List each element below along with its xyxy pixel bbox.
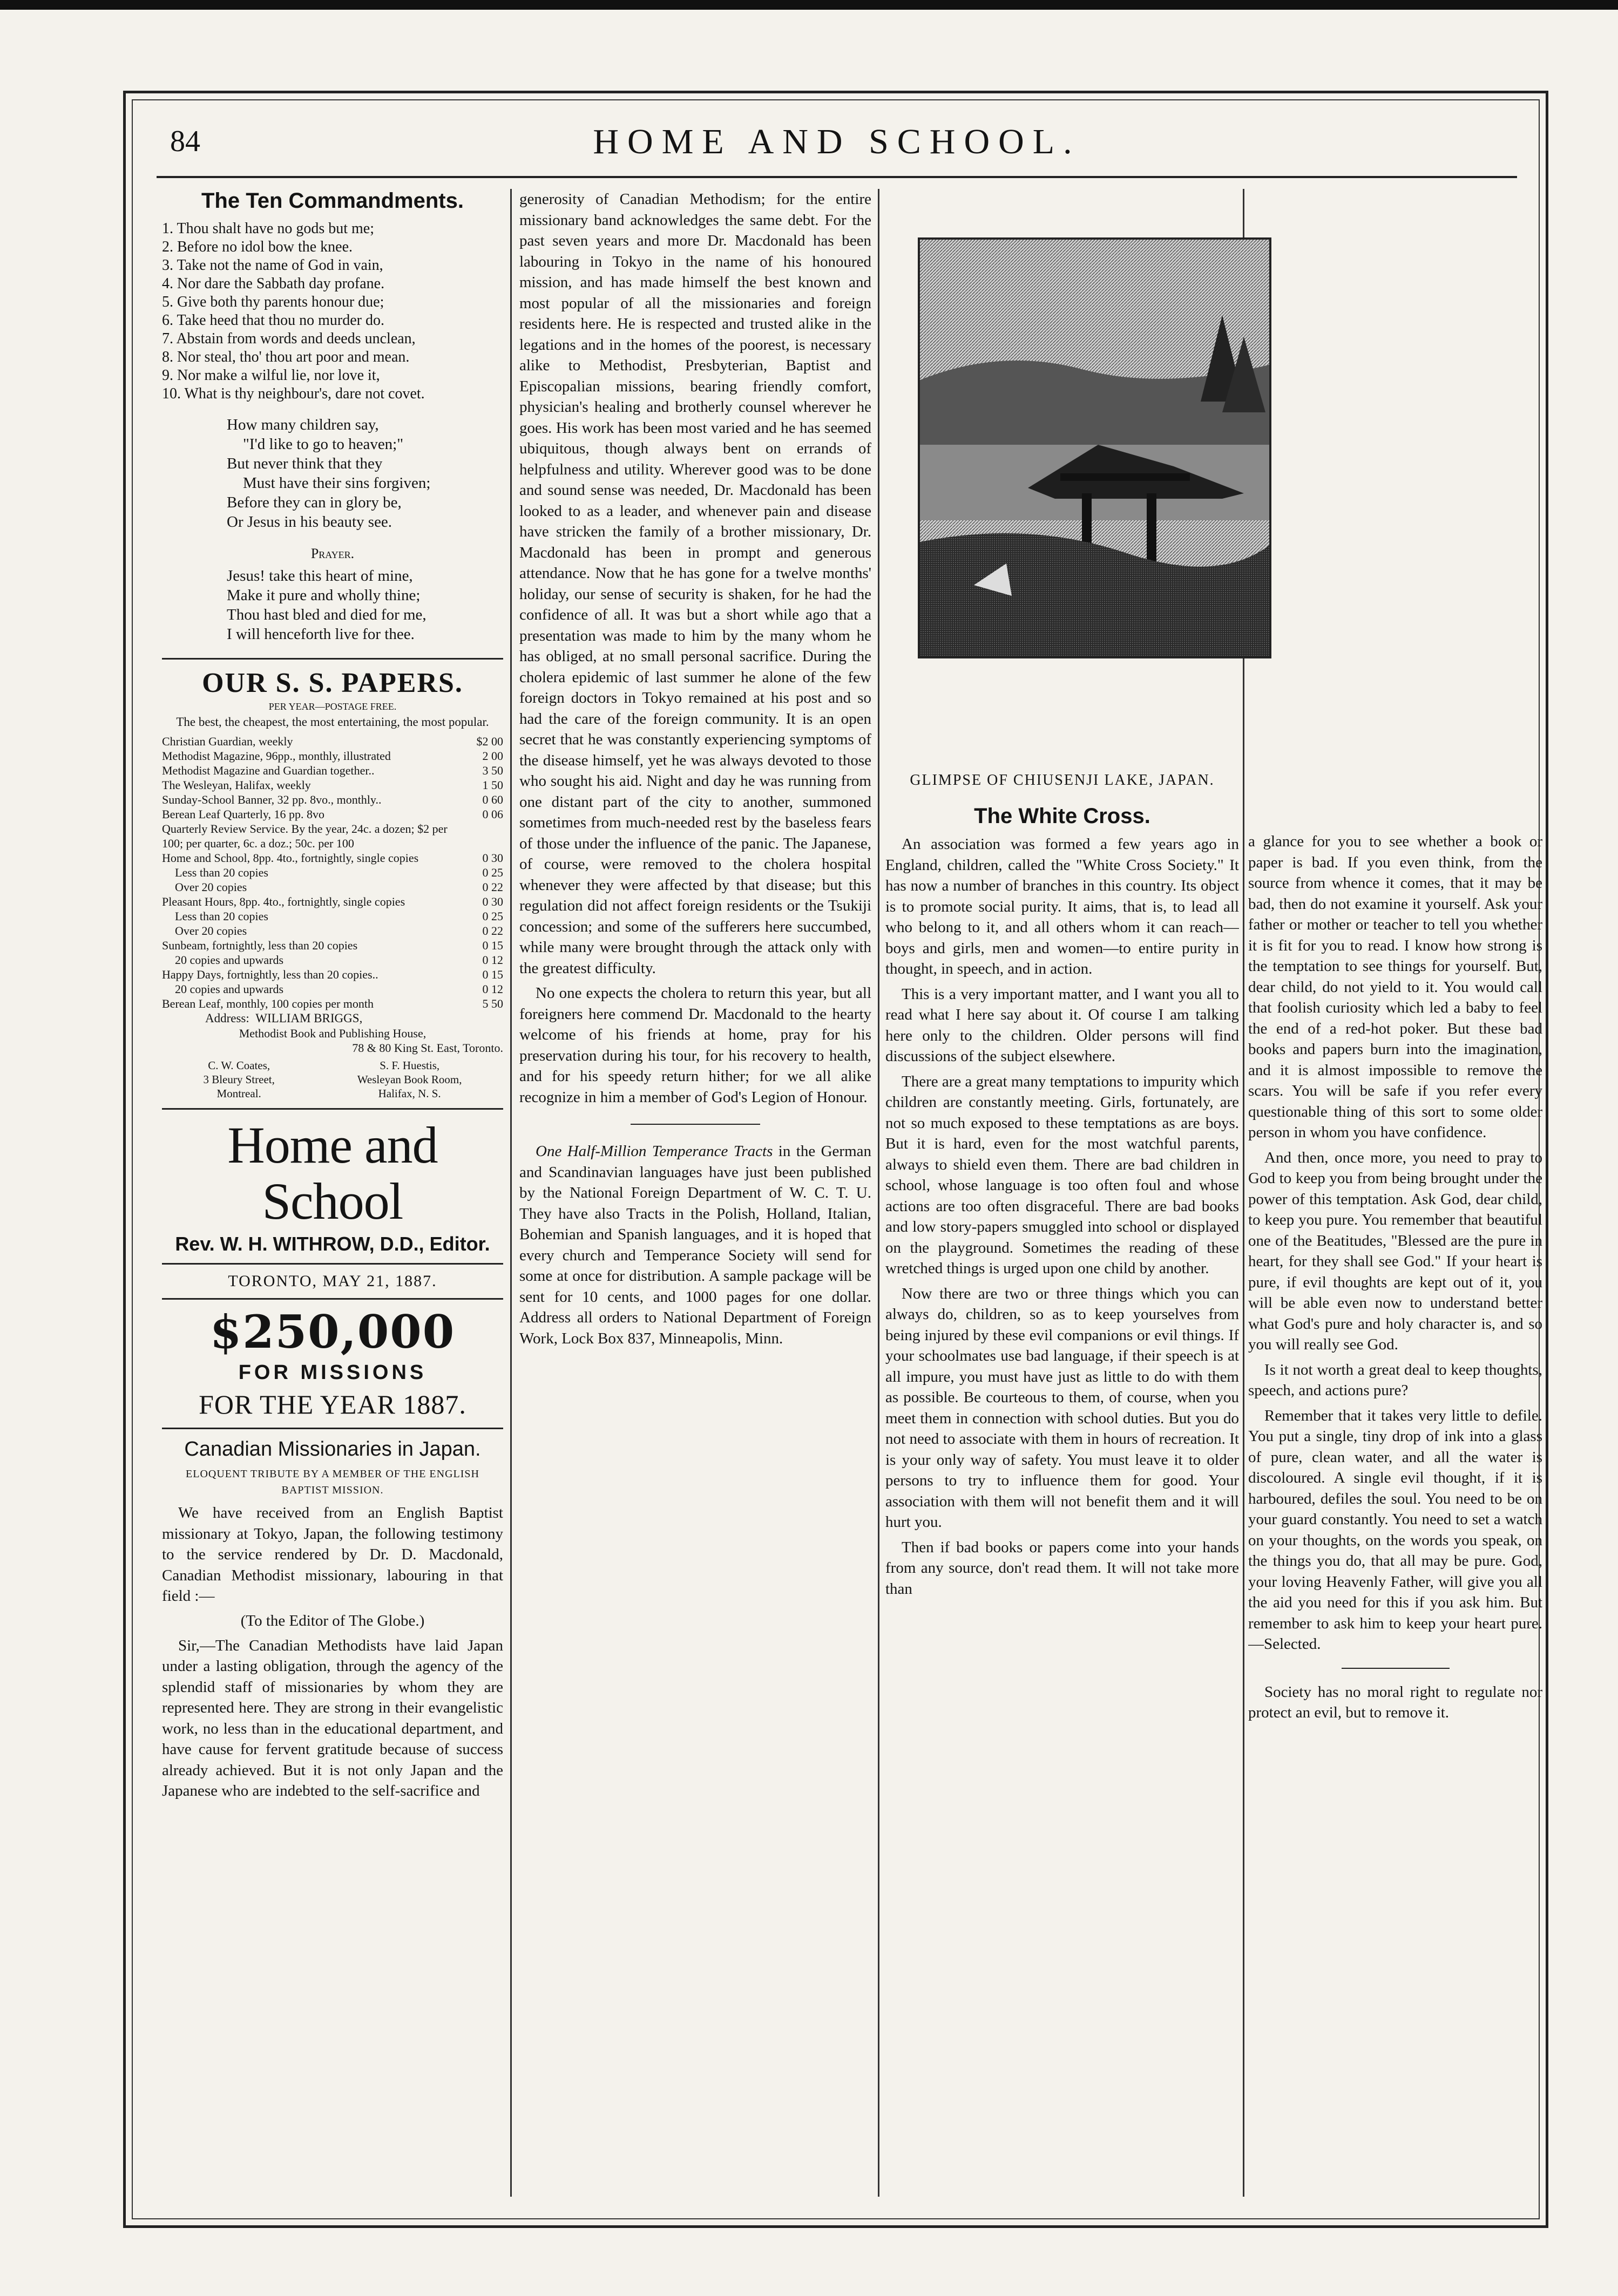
price-row: Pleasant Hours, 8pp. 4to., fortnightly, single copies 0 30	[162, 895, 503, 908]
page-title: HOME AND SCHOOL.	[593, 122, 1081, 161]
section-rule	[631, 1124, 760, 1125]
price-row: Home and School, 8pp. 4to., fortnightly, single copies 0 30	[162, 851, 503, 865]
price-row: Berean Leaf Quarterly, 16 pp. 8vo 0 06	[162, 807, 503, 821]
commandment-item: 2. Before no idol bow the knee.	[162, 239, 353, 255]
masthead-title: Home and School	[227, 1116, 438, 1230]
poem-line: Before they can in glory be,	[227, 494, 402, 511]
illustration-spacer	[885, 189, 1239, 772]
article-paragraph: We have received from an English Baptist missionary at Tokyo, Japan, the following testimony to the service rendered by Dr. D. Macdonald, Canadian Methodist missionary, labouring in that field :—	[162, 1504, 503, 1605]
papers-intro: The best, the cheapest, the most entertaining, the most popular.	[176, 715, 489, 729]
prayer-title: Prayer.	[310, 546, 355, 561]
agent-montreal: C. W. Coates, 3 Bleury Street, Montreal.	[203, 1059, 275, 1100]
commandment-item: 10. What is thy neighbour's, dare not covet.	[162, 385, 425, 402]
commandment-item: 8. Nor steal, tho' thou art poor and mean.	[162, 349, 410, 365]
commandment-item: 4. Nor dare the Sabbath day profane.	[162, 275, 385, 292]
masthead-editor: Rev. W. H. WITHROW, D.D., Editor.	[175, 1233, 490, 1255]
column-2	[519, 189, 871, 2197]
article-paragraph: There are a great many temptations to impurity which children are constantly meeting. Girls, fortunately, are not so much exposed to these temptations as are boys. But it is hard, even for the most watchful parents, always to shield even them. There are bad children in school, whose language is too often foul and whose actions are too often disgraceful. There are bad books and low story-papers smuggled into school or displayed on the playground. Sometimes the reading of these wretched things is urged upon one child by another.	[885, 1072, 1239, 1277]
price-row: Happy Days, fortnightly, less than 20 copies.. 0 15	[162, 968, 503, 981]
prayer-line: Jesus! take this heart of mine,	[227, 567, 413, 585]
poem-line: Or Jesus in his beauty see.	[227, 513, 392, 531]
price-row: Over 20 copies 0 22	[175, 924, 503, 938]
price-row: Less than 20 copies 0 25	[175, 909, 503, 923]
article-paragraph: a glance for you to see whether a book or paper is bad. If you even think, from the source from whence it comes, that it may be bad, then do not examine it yourself. Ask your father or mother or teacher to tell you whether it is fit for you to read. I know how strong is the temptation to see things for yourself. But, dear child, do not yield to it. You would call that foolish curiosity which led a baby to feel the end of a red-hot poker. But these bad books and papers burn into the imagination, and it is almost impossible to remove the scars. You will be safe if you refer every questionable thing of this sort to some older person in whom you have confidence.	[1248, 833, 1542, 1141]
top-black-bar	[0, 0, 1618, 10]
publisher-line: Methodist Book and Publishing House,	[239, 1027, 426, 1040]
poem-line: But never think that they	[227, 455, 383, 472]
illustration-caption: GLIMPSE OF CHIUSENJI LAKE, JAPAN.	[910, 772, 1215, 789]
prayer-line: I will henceforth live for thee.	[227, 626, 415, 643]
commandment-item: 6. Take heed that thou no murder do.	[162, 312, 384, 329]
section-rule	[162, 1263, 503, 1265]
publisher-line: 78 & 80 King St. East, Toronto.	[352, 1041, 503, 1055]
masthead-date: TORONTO, MAY 21, 1887.	[228, 1272, 437, 1290]
prayer-line: Make it pure and wholly thine;	[227, 587, 421, 604]
price-row: Christian Guardian, weekly $2 00	[162, 735, 503, 748]
tracts-body: in the German and Scandinavian languages have just been published by the National Foreign Department of W. C. T. U. They have also Tracts in the Polish, Holland, Italian, Bohemian and Spanish languages, and it is hoped that every church and Temperance Society will send for some at once for distribution. A sample package will be sent for 10 cents, and 1000 pages for one dollar. Address all orders to National Department of Foreign Work, Lock Box 837, Minneapolis, Minn.	[519, 1143, 871, 1347]
papers-subtitle: PER YEAR—POSTAGE FREE.	[268, 701, 397, 712]
article-paragraph: Then if bad books or papers come into your hands from any source, don't read them. It will not take more than	[885, 1538, 1239, 1598]
price-row: Less than 20 copies 0 25	[175, 866, 503, 879]
column-divider	[878, 189, 879, 2197]
header-rule	[157, 176, 1517, 178]
missions-year: FOR THE YEAR 1887.	[199, 1389, 466, 1419]
page-number: 84	[170, 125, 200, 158]
commandment-item: 9. Nor make a wilful lie, nor love it,	[162, 367, 380, 384]
publisher-address: Address: WILLIAM BRIGGS,	[205, 1011, 363, 1025]
poem-line: Must have their sins forgiven;	[243, 474, 431, 492]
missions-for: FOR MISSIONS	[238, 1361, 427, 1384]
poem	[162, 415, 503, 532]
price-row: Berean Leaf, monthly, 100 copies per month 5 50	[162, 997, 503, 1010]
article-title: Canadian Missionaries in Japan.	[184, 1438, 481, 1461]
price-row: Quarterly Review Service. By the year, 24c. a dozen; $2 per 100; per quarter, 6c. a doz.; 50c. per 100	[162, 822, 448, 850]
price-row: 20 copies and upwards 0 12	[175, 953, 503, 967]
article-subtitle: ELOQUENT TRIBUTE BY A MEMBER OF THE ENGLISH BAPTIST MISSION.	[186, 1468, 479, 1496]
page-header	[162, 121, 1512, 173]
price-row: 20 copies and upwards 0 12	[175, 982, 503, 996]
price-row: Sunday-School Banner, 32 pp. 8vo., monthly.. 0 60	[162, 793, 503, 806]
prayer	[162, 566, 503, 644]
article-paragraph: Sir,—The Canadian Methodists have laid Japan under a lasting obligation, through the agency of the splendid staff of missionaries by whom they are represented here. They are strong in their evangelistic work, no less than in the educational department, and have cause for fervent gratitude because of success already achieved. But it is not only Japan and the Japanese who are indebted to the self-sacrifice and	[162, 1636, 503, 1799]
article-paragraph: Remember that it takes very little to defile. You put a single, tiny drop of ink into a glass of pure, clean water, and all the water is discoloured. A single evil thought, if it is harboured, defiles the soul. You need to be on your guard constantly. You need to set a watch on your thoughts, on the words you speak, on the things you do, that all may be pure. God, your loving Heavenly Father, will give you all the aid you need for this if you ask him. But remember to ask him to keep your heart pure.—Selected.	[1248, 1407, 1542, 1653]
article-paragraph: And then, once more, you need to pray to God to keep you from being brought under the power of this temptation. Ask God, dear child, to keep you pure. You remember that beautiful one of the Beatitudes, "Blessed are the pure in heart, for they shall see God." If your heart is pure, if evil thoughts are kept out of it, you will be able even now to understand better what God's pure and holy character is, and so you will really see God.	[1248, 1149, 1542, 1353]
tracts-title: One Half-Million Temperance Tracts	[536, 1143, 773, 1160]
column-divider	[510, 189, 512, 2197]
papers-title: OUR S. S. PAPERS.	[202, 668, 463, 698]
tracts-notice	[519, 1141, 871, 1349]
papers-price-list	[162, 734, 503, 1011]
price-row: Methodist Magazine, 96pp., monthly, illustrated 2 00	[162, 749, 503, 763]
section-rule	[1342, 1668, 1450, 1669]
article-paragraph: No one expects the cholera to return this year, but all foreigners here commend Dr. Macdonald to the hearty welcome of his friends at home, pray for his preservation during his tour, for his recovery to health, and for his speedy return hither; for we all alike recognize in him a member of God's Legion of Honour.	[519, 984, 871, 1106]
article-paragraph: Now there are two or three things which you can always do, children, so as to keep yourselves from being injured by these evil companions or evil things. If your schoolmates use bad language, if their speech is at all impure, you must have just as little to do with them as possible. Be courteous to them, of course, when you meet them in connection with school duties. But you do not need to associate with them in hours of recreation. It is your only way of safety. You must leave it to older persons to try to influence them for good. Your association with them will not benefit them and it will hurt you.	[885, 1285, 1239, 1531]
commandment-item: 3. Take not the name of God in vain,	[162, 257, 383, 274]
column-1	[162, 189, 503, 2197]
missions-amount: $250,000	[209, 1305, 456, 1358]
article-paragraph: Society has no moral right to regulate nor protect an evil, but to remove it.	[1248, 1683, 1542, 1721]
column-3	[885, 189, 1239, 2197]
section-rule	[162, 1298, 503, 1300]
section-rule	[162, 1108, 503, 1110]
commandments-list	[162, 220, 503, 403]
illustration-spacer	[1248, 189, 1542, 831]
price-row: Methodist Magazine and Guardian together.. 3 50	[162, 764, 503, 777]
commandments-title: The Ten Commandments.	[201, 189, 464, 213]
article-paragraph: Is it not worth a great deal to keep thoughts, speech, and actions pure?	[1248, 1361, 1542, 1399]
poem-line: "I'd like to go to heaven;"	[243, 436, 404, 453]
article-editor-note: (To the Editor of The Globe.)	[240, 1612, 425, 1629]
section-rule	[162, 1428, 503, 1429]
price-row: The Wesleyan, Halifax, weekly 1 50	[162, 778, 503, 792]
price-row: Sunbeam, fortnightly, less than 20 copies 0 15	[162, 939, 503, 952]
article-paragraph: This is a very important matter, and I want you all to read what I here say about it. Of course I am talking here only to the children. Older persons will find discussions of the subject elsewhere.	[885, 985, 1239, 1065]
commandment-item: 7. Abstain from words and deeds unclean,	[162, 330, 416, 347]
commandment-item: 1. Thou shalt have no gods but me;	[162, 220, 374, 237]
section-rule	[162, 658, 503, 660]
agent-halifax: S. F. Huestis, Wesleyan Book Room, Halifax, N. S.	[357, 1059, 462, 1100]
commandment-item: 5. Give both thy parents honour due;	[162, 294, 384, 310]
white-cross-title: The White Cross.	[974, 804, 1150, 828]
prayer-line: Thou hast bled and died for me,	[227, 606, 426, 623]
agents	[162, 1058, 503, 1101]
column-4	[1248, 189, 1542, 2197]
price-row: Over 20 copies 0 22	[175, 880, 503, 894]
article-paragraph: generosity of Canadian Methodism; for the entire missionary band acknowledges the same debt. For the past seven years and more Dr. Macdonald has been labouring in Tokyo in the name of his honoured mission, and has made himself the best known and most popular of all the missionaries and foreign residents here. He is respected and trusted alike in the legations and in the homes of the poorest, is necessary alike to Methodist, Presbyterian, Baptist and Episcopalian missions, bearing friendly comfort, physician's healing and brotherly counsel wherever he goes. His work has been most varied and he has seemed ubiquitous, though always bent on errands of helpfulness and utility. Wherever good was to be done and sound sense was needed, Dr. Macdonald has been looked to as a leader, and whenever pain and disease have stricken the family of a brother missionary, Dr. Macdonald has been in prompt and generous attendance. Now that he has gone for a twelve months' holiday, our sense of security is shaken, for he had the confidence of all. It was but a short while ago that a presentation was made to him by the many whom he has obliged, at no small personal sacrifice. During the cholera epidemic of last summer he alone of the few foreign doctors in Tokyo remained at his post and so had the care of the foreign community. It is an open secret that he was constantly experiencing symptoms of the disease himself, yet he was always devoted to those who sought his aid. Night and day he was running from one distant part of the city to another, summoned sometimes from much-needed rest by the baseless fears of those under the influence of the panic. The Japanese, of course, were removed to the cholera hospital whenever they were affected by that disease; but this regulation did not affect foreign residents or the Tsukiji concession; and some of the sufferers here succumbed, while many were brought through the attack only with the greatest difficulty.	[519, 191, 871, 977]
poem-line: How many children say,	[227, 416, 379, 433]
article-paragraph: An association was formed a few years ago in England, children, called the "White Cross Society." It has now a number of branches in this country. Its object is to promote social purity. It aims, that is, to lead all who belong to it, and all others whom it can reach—boys and girls, men and women—to entire purity in thought, in speech, and in action.	[885, 835, 1239, 977]
